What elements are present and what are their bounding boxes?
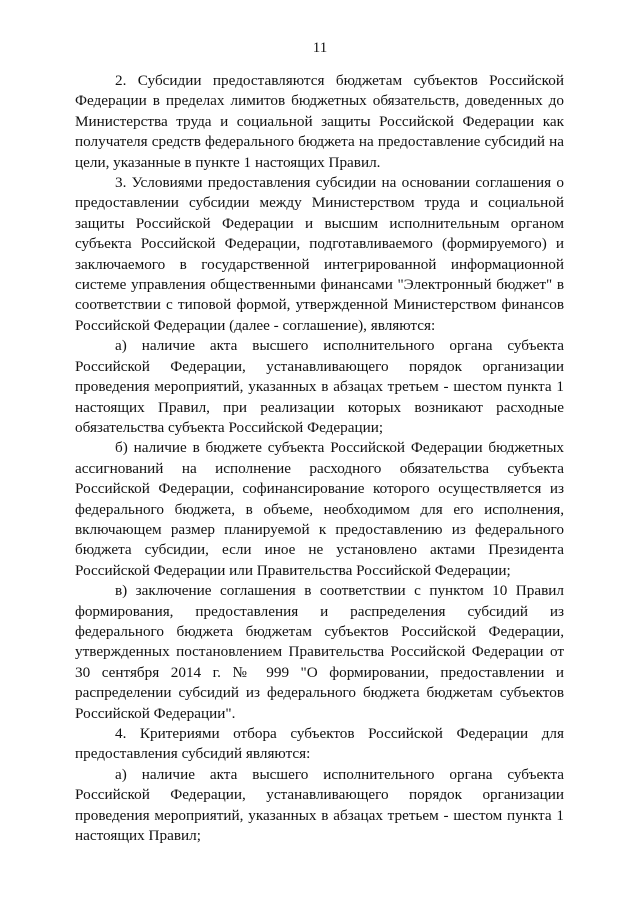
paragraph-3: 3. Условиями предоставления субсидии на основании соглашения о предоставлении субсидии между Министерством труда и социальной защиты Российской Федерации и высшим исполнительным органом субъекта Российской Федерации, подготавливаемого (формируемого) и заключаемого в государственной интегрированной информационной системе управления общественными финансами "Электронный бюджет" в соответствии с типовой формой, утвержденной Министерством финансов Российской Федерации (далее - соглашение), являются:	[75, 174, 564, 334]
paragraph-2: 2. Субсидии предоставляются бюджетам субъектов Российской Федерации в пределах лимитов бюджетных обязательств, доведенных до Министерства труда и социальной защиты Российской Федерации как получателя средств федерального бюджета на предоставление субсидий на цели, указанные в пункте 1 настоящих Правил.	[75, 72, 564, 171]
page-number: 11	[312, 40, 328, 56]
paragraph-3v: в) заключение соглашения в соответствии с пунктом 10 Правил формирования, предоставления и распределения субсидий из федерального бюджета бюджетам субъектов Российской Федерации, утвержденных постановлением Правительства Российской Федерации от 30 сентября 2014 г. № 999 "О формировании, предоставлении и распределении субсидий из федерального бюджета бюджетам субъектов Российской Федерации".	[75, 582, 564, 722]
paragraph-4: 4. Критериями отбора субъектов Российской Федерации для предоставления субсидий являются:	[75, 725, 564, 763]
paragraph-3a: а) наличие акта высшего исполнительного органа субъекта Российской Федерации, устанавливающего порядок организации проведения мероприятий, указанных в абзацах третьем - шестом пункта 1 настоящих Правил, при реализации которых возникают расходные обязательства субъекта Российской Федерации;	[75, 337, 564, 436]
paragraph-3b: б) наличие в бюджете субъекта Российской Федерации бюджетных ассигнований на исполнение расходного обязательства субъекта Российской Федерации, софинансирование которого осуществляется из федерального бюджета, в объеме, необходимом для его исполнения, включающем размер планируемой к предоставлению из федерального бюджета субсидии, если иное не установлено актами Президента Российской Федерации или Правительства Российской Федерации;	[75, 439, 564, 579]
document-body	[75, 71, 564, 846]
paragraph-4a: а) наличие акта высшего исполнительного органа субъекта Российской Федерации, устанавливающего порядок организации проведения мероприятий, указанных в абзацах третьем - шестом пункта 1 настоящих Правил;	[75, 765, 564, 845]
